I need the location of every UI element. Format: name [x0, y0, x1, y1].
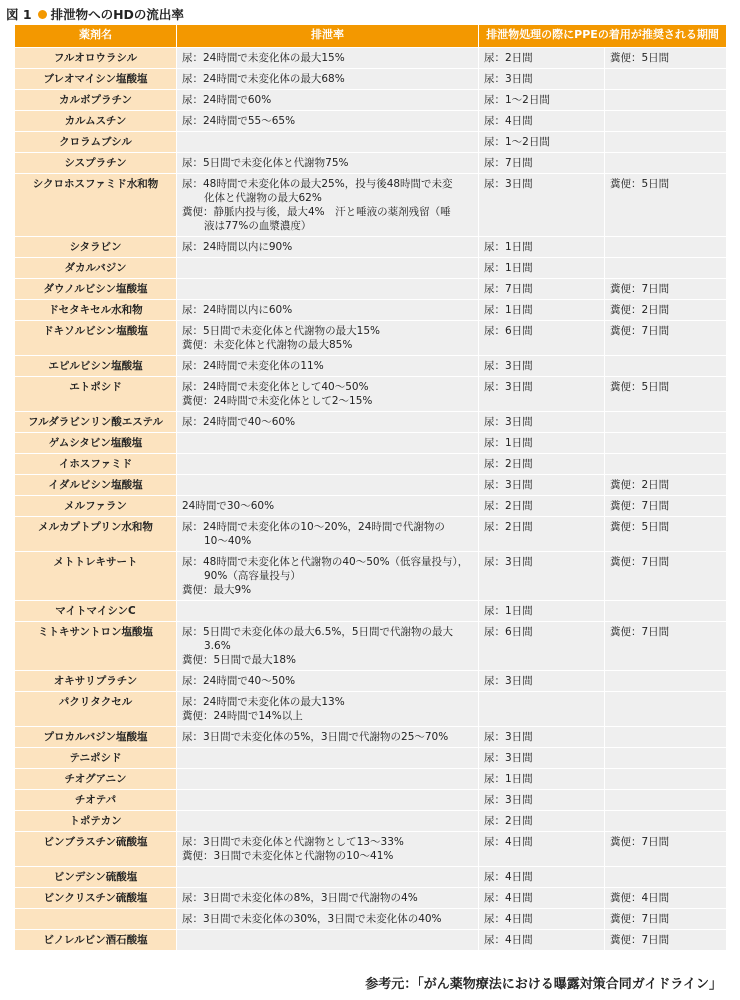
excretion-rate-cell: [177, 671, 479, 692]
excretion-rate-line: 糞便：最大9%: [182, 584, 252, 596]
excretion-rate-cell: [177, 356, 479, 377]
feces-period-cell: [605, 867, 727, 888]
header-excretion-rate: 排泄率: [177, 25, 479, 48]
excretion-rate-line: 尿：3日間で未変化体の8%，3日間で代謝物の4%: [182, 892, 418, 904]
drug-name-cell: トポテカン: [15, 811, 177, 832]
source-reference: 参考元：「がん薬物療法における曝露対策合同ガイドライン」: [365, 977, 722, 992]
feces-period-cell: [605, 412, 727, 433]
excretion-rate-cell: [177, 832, 479, 867]
urine-period-cell: 尿：7日間: [479, 279, 605, 300]
drug-name-cell: ダカルバジン: [15, 258, 177, 279]
urine-period-cell: 尿：1～2日間: [479, 132, 605, 153]
excretion-rate-line: 尿：24時間以内に90%: [182, 241, 293, 253]
urine-period-cell: 尿：1日間: [479, 601, 605, 622]
drug-name-cell: マイトマイシンC: [15, 601, 177, 622]
excretion-rate-cell: [177, 90, 479, 111]
table-row: [15, 321, 727, 356]
urine-period-cell: 尿：7日間: [479, 153, 605, 174]
urine-period-cell: 尿：4日間: [479, 832, 605, 867]
excretion-rate-cell: [177, 132, 479, 153]
table-row: [15, 454, 727, 475]
figure-number: 図 1: [6, 7, 32, 22]
drug-name-cell: ドセタキセル水和物: [15, 300, 177, 321]
excretion-rate-cell: [177, 111, 479, 132]
excretion-rate-line: 糞便：静脈内投与後，最大4% 汗と唾液の薬剤残留（唾: [182, 206, 451, 218]
excretion-rate-cell: [177, 433, 479, 454]
excretion-rate-line: 尿：24時間で55～65%: [182, 115, 296, 127]
header-drug-name: 薬剤名: [15, 25, 177, 48]
excretion-rate-line: 液は77%の血漿濃度）: [204, 220, 312, 232]
table-row: [15, 601, 727, 622]
urine-period-cell: 尿：4日間: [479, 909, 605, 930]
drug-name-cell: テニポシド: [15, 748, 177, 769]
urine-period-cell: 尿：3日間: [479, 174, 605, 237]
urine-period-cell: 尿：3日間: [479, 69, 605, 90]
feces-period-cell: 糞便：7日間: [605, 622, 727, 671]
urine-period-cell: 尿：2日間: [479, 496, 605, 517]
table-body: [15, 48, 727, 951]
feces-period-cell: 糞便：4日間: [605, 888, 727, 909]
table-row: [15, 377, 727, 412]
feces-period-cell: 糞便：7日間: [605, 496, 727, 517]
urine-period-cell: 尿：6日間: [479, 622, 605, 671]
excretion-rate-line: 尿：5日間で未変化体と代謝物の最大15%: [182, 325, 381, 337]
urine-period-cell: 尿：3日間: [479, 356, 605, 377]
urine-period-cell: 尿：2日間: [479, 517, 605, 552]
feces-period-cell: 糞便：2日間: [605, 475, 727, 496]
excretion-rate-line: 24時間で30～60%: [182, 500, 275, 512]
excretion-rate-line: 尿：24時間で未変化体の11%: [182, 360, 324, 372]
urine-period-cell: 尿：3日間: [479, 552, 605, 601]
feces-period-cell: [605, 258, 727, 279]
drug-name-cell: フルダラビンリン酸エステル: [15, 412, 177, 433]
excretion-rate-cell: [177, 454, 479, 475]
drug-name-cell: ミトキサントロン塩酸塩: [15, 622, 177, 671]
table-row: [15, 237, 727, 258]
excretion-rate-cell: [177, 790, 479, 811]
excretion-rate-cell: [177, 748, 479, 769]
feces-period-cell: [605, 237, 727, 258]
drug-name-cell: ゲムシタビン塩酸塩: [15, 433, 177, 454]
drug-name-cell: ビノレルビン酒石酸塩: [15, 930, 177, 951]
excretion-table: [14, 24, 727, 951]
urine-period-cell: 尿：3日間: [479, 671, 605, 692]
excretion-rate-cell: [177, 727, 479, 748]
table-row: [15, 692, 727, 727]
urine-period-cell: 尿：1日間: [479, 769, 605, 790]
excretion-rate-cell: [177, 412, 479, 433]
feces-period-cell: 糞便：7日間: [605, 279, 727, 300]
figure-caption: [6, 4, 184, 24]
excretion-rate-cell: [177, 930, 479, 951]
excretion-rate-cell: [177, 377, 479, 412]
excretion-rate-cell: [177, 888, 479, 909]
drug-name-cell: チオグアニン: [15, 769, 177, 790]
excretion-rate-cell: [177, 601, 479, 622]
drug-name-cell: カルムスチン: [15, 111, 177, 132]
feces-period-cell: [605, 356, 727, 377]
table-row: [15, 412, 727, 433]
drug-name-cell: イホスファミド: [15, 454, 177, 475]
excretion-rate-cell: [177, 622, 479, 671]
urine-period-cell: 尿：3日間: [479, 790, 605, 811]
table-row: [15, 930, 727, 951]
excretion-rate-line: 尿：24時間で未変化体の最大13%: [182, 696, 345, 708]
feces-period-cell: [605, 69, 727, 90]
feces-period-cell: [605, 601, 727, 622]
table-row: [15, 258, 727, 279]
urine-period-cell: 尿：6日間: [479, 321, 605, 356]
feces-period-cell: [605, 671, 727, 692]
urine-period-cell: 尿：1日間: [479, 237, 605, 258]
urine-period-cell: 尿：1日間: [479, 258, 605, 279]
drug-name-cell: クロラムブシル: [15, 132, 177, 153]
excretion-rate-cell: [177, 69, 479, 90]
table-row: [15, 356, 727, 377]
table-row: [15, 433, 727, 454]
excretion-rate-cell: [177, 811, 479, 832]
feces-period-cell: [605, 748, 727, 769]
table-row: [15, 811, 727, 832]
excretion-rate-cell: [177, 237, 479, 258]
excretion-rate-cell: [177, 475, 479, 496]
header-ppe-period: 排泄物処理の際にPPEの着用が推奨される期間: [479, 25, 727, 48]
excretion-rate-line: 化体と代謝物の最大62%: [204, 192, 322, 204]
urine-period-cell: 尿：3日間: [479, 412, 605, 433]
feces-period-cell: [605, 790, 727, 811]
excretion-rate-line: 糞便：5日間で最大18%: [182, 654, 297, 666]
table-row: [15, 622, 727, 671]
urine-period-cell: 尿：2日間: [479, 48, 605, 69]
drug-name-cell: ビンクリスチン硫酸塩: [15, 888, 177, 909]
excretion-rate-cell: [177, 153, 479, 174]
table-header-row: [15, 25, 727, 48]
urine-period-cell: 尿：2日間: [479, 811, 605, 832]
drug-name-cell: ダウノルビシン塩酸塩: [15, 279, 177, 300]
feces-period-cell: [605, 153, 727, 174]
table-row: [15, 671, 727, 692]
urine-period-cell: 尿：4日間: [479, 111, 605, 132]
table-row: [15, 867, 727, 888]
urine-period-cell: 尿：4日間: [479, 930, 605, 951]
drug-name-cell: オキサリプラチン: [15, 671, 177, 692]
urine-period-cell: [479, 692, 605, 727]
table-row: [15, 279, 727, 300]
feces-period-cell: 糞便：7日間: [605, 930, 727, 951]
drug-name-cell: プロカルバジン塩酸塩: [15, 727, 177, 748]
urine-period-cell: 尿：3日間: [479, 748, 605, 769]
drug-name-cell: カルボプラチン: [15, 90, 177, 111]
excretion-rate-line: 糞便：未変化体と代謝物の最大85%: [182, 339, 353, 351]
excretion-rate-line: 尿：5日間で未変化体の最大6.5%，5日間で代謝物の最大: [182, 626, 454, 638]
excretion-rate-line: 尿：5日間で未変化体と代謝物75%: [182, 157, 349, 169]
excretion-rate-line: 尿：24時間で未変化体の最大15%: [182, 52, 345, 64]
orange-dot-icon: [38, 10, 47, 19]
excretion-rate-line: 10～40%: [204, 535, 252, 547]
drug-name-cell: ビンデシン硫酸塩: [15, 867, 177, 888]
table-row: [15, 153, 727, 174]
figure-title: 排泄物へのHDの流出率: [50, 7, 184, 22]
urine-period-cell: 尿：4日間: [479, 867, 605, 888]
excretion-rate-cell: [177, 258, 479, 279]
drug-name-cell: シタラビン: [15, 237, 177, 258]
table-row: [15, 111, 727, 132]
table-row: [15, 832, 727, 867]
excretion-rate-line: 糞便：24時間で14%以上: [182, 710, 303, 722]
excretion-rate-line: 尿：24時間以内に60%: [182, 304, 293, 316]
excretion-rate-line: 糞便：24時間で未変化体として2～15%: [182, 395, 373, 407]
excretion-rate-cell: [177, 867, 479, 888]
excretion-rate-line: 糞便：3日間で未変化体と代謝物の10～41%: [182, 850, 394, 862]
excretion-rate-line: 尿：24時間で60%: [182, 94, 272, 106]
feces-period-cell: [605, 433, 727, 454]
excretion-rate-cell: [177, 279, 479, 300]
drug-name-cell: エトポシド: [15, 377, 177, 412]
table-row: [15, 769, 727, 790]
feces-period-cell: [605, 692, 727, 727]
urine-period-cell: 尿：2日間: [479, 454, 605, 475]
excretion-rate-line: 3.6%: [204, 640, 231, 652]
urine-period-cell: 尿：1日間: [479, 433, 605, 454]
urine-period-cell: 尿：3日間: [479, 727, 605, 748]
excretion-rate-line: 尿：3日間で未変化体と代謝物として13～33%: [182, 836, 404, 848]
feces-period-cell: 糞便：2日間: [605, 300, 727, 321]
drug-name-cell: フルオロウラシル: [15, 48, 177, 69]
urine-period-cell: 尿：3日間: [479, 377, 605, 412]
drug-name-cell: チオテパ: [15, 790, 177, 811]
feces-period-cell: [605, 727, 727, 748]
table-row: [15, 174, 727, 237]
excretion-rate-line: 尿：24時間で未変化体の最大68%: [182, 73, 345, 85]
excretion-rate-cell: [177, 909, 479, 930]
feces-period-cell: [605, 111, 727, 132]
table-row: [15, 909, 727, 930]
table-row: [15, 790, 727, 811]
excretion-rate-cell: [177, 300, 479, 321]
excretion-rate-cell: [177, 48, 479, 69]
excretion-rate-line: 尿：24時間で40～60%: [182, 416, 296, 428]
feces-period-cell: [605, 769, 727, 790]
feces-period-cell: [605, 811, 727, 832]
excretion-rate-line: 尿：3日間で未変化体の30%，3日間で未変化体の40%: [182, 913, 442, 925]
feces-period-cell: [605, 90, 727, 111]
drug-name-cell: メルカプトプリン水和物: [15, 517, 177, 552]
excretion-rate-cell: [177, 496, 479, 517]
feces-period-cell: 糞便：7日間: [605, 832, 727, 867]
drug-name-cell: エピルビシン塩酸塩: [15, 356, 177, 377]
table-row: [15, 69, 727, 90]
excretion-rate-line: 尿：24時間で40～50%: [182, 675, 296, 687]
urine-period-cell: 尿：4日間: [479, 888, 605, 909]
excretion-rate-cell: [177, 769, 479, 790]
excretion-rate-cell: [177, 692, 479, 727]
table-row: [15, 727, 727, 748]
excretion-rate-line: 尿：48時間で未変化体と代謝物の40～50%（低容量投与），: [182, 556, 469, 568]
feces-period-cell: 糞便：7日間: [605, 909, 727, 930]
table-row: [15, 496, 727, 517]
table-row: [15, 48, 727, 69]
feces-period-cell: 糞便：5日間: [605, 377, 727, 412]
excretion-rate-line: 尿：24時間で未変化体として40～50%: [182, 381, 369, 393]
feces-period-cell: [605, 132, 727, 153]
excretion-rate-line: 尿：48時間で未変化体の最大25%，投与後48時間で未変: [182, 178, 453, 190]
excretion-rate-line: 尿：3日間で未変化体の5%，3日間で代謝物の25～70%: [182, 731, 449, 743]
drug-name-cell: メトトレキサート: [15, 552, 177, 601]
drug-name-cell: ドキソルビシン塩酸塩: [15, 321, 177, 356]
excretion-rate-cell: [177, 552, 479, 601]
feces-period-cell: 糞便：5日間: [605, 174, 727, 237]
urine-period-cell: 尿：1～2日間: [479, 90, 605, 111]
drug-name-cell: ビンブラスチン硫酸塩: [15, 832, 177, 867]
table-row: [15, 475, 727, 496]
feces-period-cell: 糞便：5日間: [605, 48, 727, 69]
drug-name-cell: シクロホスファミド水和物: [15, 174, 177, 237]
table-row: [15, 132, 727, 153]
urine-period-cell: 尿：1日間: [479, 300, 605, 321]
table-row: [15, 300, 727, 321]
drug-name-cell: シスプラチン: [15, 153, 177, 174]
feces-period-cell: 糞便：5日間: [605, 517, 727, 552]
drug-name-cell: [15, 909, 177, 930]
feces-period-cell: [605, 454, 727, 475]
excretion-rate-cell: [177, 517, 479, 552]
feces-period-cell: 糞便：7日間: [605, 552, 727, 601]
feces-period-cell: 糞便：7日間: [605, 321, 727, 356]
table-row: [15, 552, 727, 601]
table-row: [15, 748, 727, 769]
table-row: [15, 90, 727, 111]
drug-name-cell: メルファラン: [15, 496, 177, 517]
table-row: [15, 888, 727, 909]
drug-name-cell: ブレオマイシン塩酸塩: [15, 69, 177, 90]
excretion-rate-cell: [177, 321, 479, 356]
excretion-rate-cell: [177, 174, 479, 237]
drug-name-cell: パクリタクセル: [15, 692, 177, 727]
drug-name-cell: イダルビシン塩酸塩: [15, 475, 177, 496]
urine-period-cell: 尿：3日間: [479, 475, 605, 496]
excretion-rate-line: 尿：24時間で未変化体の10～20%，24時間で代謝物の: [182, 521, 445, 533]
table-row: [15, 517, 727, 552]
excretion-rate-line: 90%（高容量投与）: [204, 570, 301, 582]
